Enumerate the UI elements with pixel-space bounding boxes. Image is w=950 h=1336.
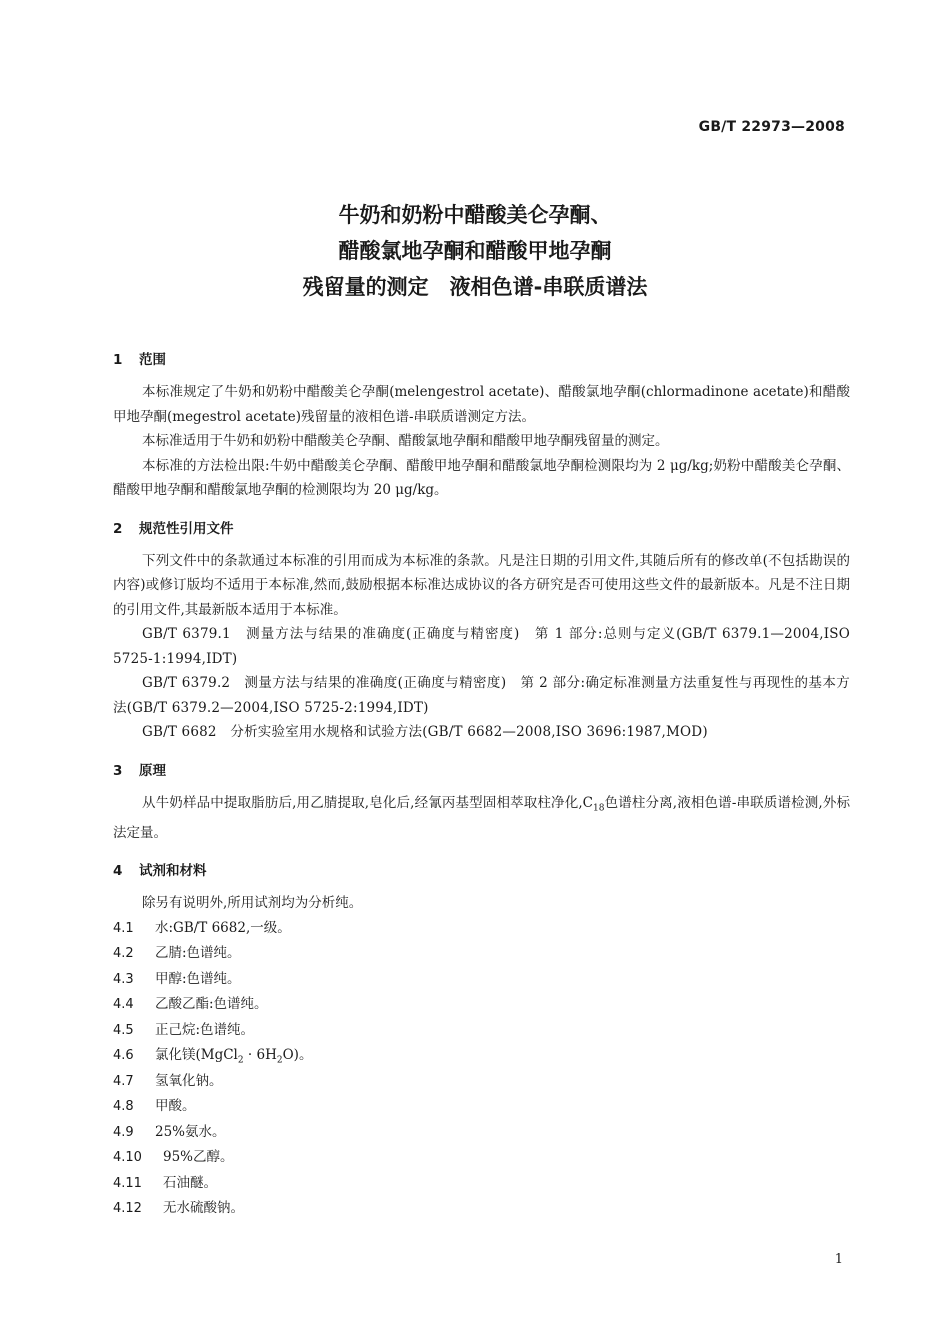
list-item [113,1171,850,1197]
item-number: 4.10 [113,1150,142,1166]
item-number: 4.3 [113,971,134,987]
item-text: 乙腈:色谱纯。 [155,945,241,962]
title-line-3: 残留量的测定 液相色谱-串联质谱法 [302,275,648,299]
references-intro-paragraph: 下列文件中的条款通过本标准的引用而成为本标准的条款。凡是注日期的引用文件,其随后所有的修改单(不包括勘误的内容)或修订版均不适用于本标准,然而,鼓励根据本标准达成协议的各方研究是否可使用这些文件的最新版本。凡是不注日期的引用文件,其最新版本适用于本标准。 [113,552,850,618]
item-text: 25%氨水。 [155,1123,226,1140]
document-body [113,348,850,1222]
item-text: 氯化镁(MgCl [155,1047,238,1064]
item-text: 水:GB/T 6682,一级。 [155,919,291,936]
page-number: 1 [834,1252,843,1267]
principle-text-a: 从牛奶样品中提取脂肪后,用乙腈提取,皂化后,经氰丙基型固相萃取柱净化,C [142,794,593,811]
section-number: 1 [113,352,123,368]
item-text: 95%乙醇。 [163,1149,234,1166]
section-title: 规范性引用文件 [139,520,234,537]
principle-subscript: 18 [592,803,605,814]
item-number: 4.6 [113,1048,134,1064]
standard-code: GB/T 22973—2008 [698,119,845,135]
item-subscript: 2 [276,1055,283,1066]
section-4-heading [113,859,850,883]
title-line-1: 牛奶和奶粉中醋酸美仑孕酮、 [338,203,612,227]
item-text: 无水硫酸钠。 [163,1200,244,1217]
section-title: 试剂和材料 [139,863,207,880]
reagents-intro: 除另有说明外,所用试剂均为分析纯。 [142,895,363,912]
scope-paragraph-1: 本标准规定了牛奶和奶粉中醋酸美仑孕酮(melengestrol acetate)、醋酸氯地孕酮(chlormadinone acetate)和醋酸甲地孕酮(megestrol acetate)残留量的液相色谱-串联质谱测定方法。 [113,384,850,425]
list-item [113,941,850,967]
list-item [113,1069,850,1095]
section-number: 2 [113,520,123,537]
item-text: 石油醚。 [163,1174,217,1191]
section-title: 原理 [139,762,166,779]
list-item [113,1120,850,1146]
scope-paragraph-2: 本标准适用于牛奶和奶粉中醋酸美仑孕酮、醋酸氯地孕酮和醋酸甲地孕酮残留量的测定。 [142,433,669,449]
list-item [113,992,850,1018]
item-number: 4.7 [113,1073,134,1089]
list-item [113,967,850,993]
reference-1: GB/T 6379.1 测量方法与结果的准确度(正确度与精密度) 第 1 部分:总则与定义(GB/T 6379.1—2004,ISO 5725-1:1994,IDT) [113,626,850,667]
section-1-heading [113,348,850,372]
item-number: 4.4 [113,997,134,1013]
section-2-heading [113,517,850,541]
scope-paragraph-3: 本标准的方法检出限:牛奶中醋酸美仑孕酮、醋酸甲地孕酮和醋酸氯地孕酮检测限均为 2 μg/kg;奶粉中醋酸美仑孕酮、醋酸甲地孕酮和醋酸氯地孕酮的检测限均为 20 μg/kg。 [113,457,850,498]
section-title: 范围 [139,352,166,368]
item-number: 4.5 [113,1022,134,1038]
item-text: 甲酸。 [155,1098,196,1115]
principle-paragraph [113,791,850,846]
section-number: 3 [113,762,123,779]
item-number: 4.2 [113,946,134,962]
section-3-heading [113,759,850,783]
reference-2: GB/T 6379.2 测量方法与结果的准确度(正确度与精密度) 第 2 部分:确定标准测量方法重复性与再现性的基本方法(GB/T 6379.2—2004,ISO 5725-2:1994,IDT) [113,675,850,716]
list-item [113,1043,850,1069]
item-text: 甲醇:色谱纯。 [155,970,241,987]
document-title [0,197,950,305]
item-number: 4.9 [113,1124,134,1140]
list-item [113,1145,850,1171]
item-number: 4.8 [113,1099,134,1115]
title-line-2: 醋酸氯地孕酮和醋酸甲地孕酮 [338,239,612,263]
item-number: 4.11 [113,1175,142,1191]
list-item [113,1018,850,1044]
item-subscript: 2 [237,1055,244,1066]
list-item [113,1094,850,1120]
item-text: · 6H [243,1047,277,1064]
item-text: 氢氧化钠。 [155,1072,223,1089]
principle-text-b: 色谱柱分离,液相色谱-串联质谱检测,外标法定量。 [113,794,850,841]
item-text: 乙酸乙酯:色谱纯。 [155,996,268,1013]
list-item [113,1196,850,1222]
reference-3: GB/T 6682 分析实验室用水规格和试验方法(GB/T 6682—2008,ISO 3696:1987,MOD) [142,724,708,740]
item-number: 4.12 [113,1201,142,1217]
item-text: 正己烷:色谱纯。 [155,1021,255,1038]
section-number: 4 [113,863,123,880]
item-number: 4.1 [113,920,134,936]
list-item [113,916,850,942]
item-text: O)。 [282,1047,313,1064]
